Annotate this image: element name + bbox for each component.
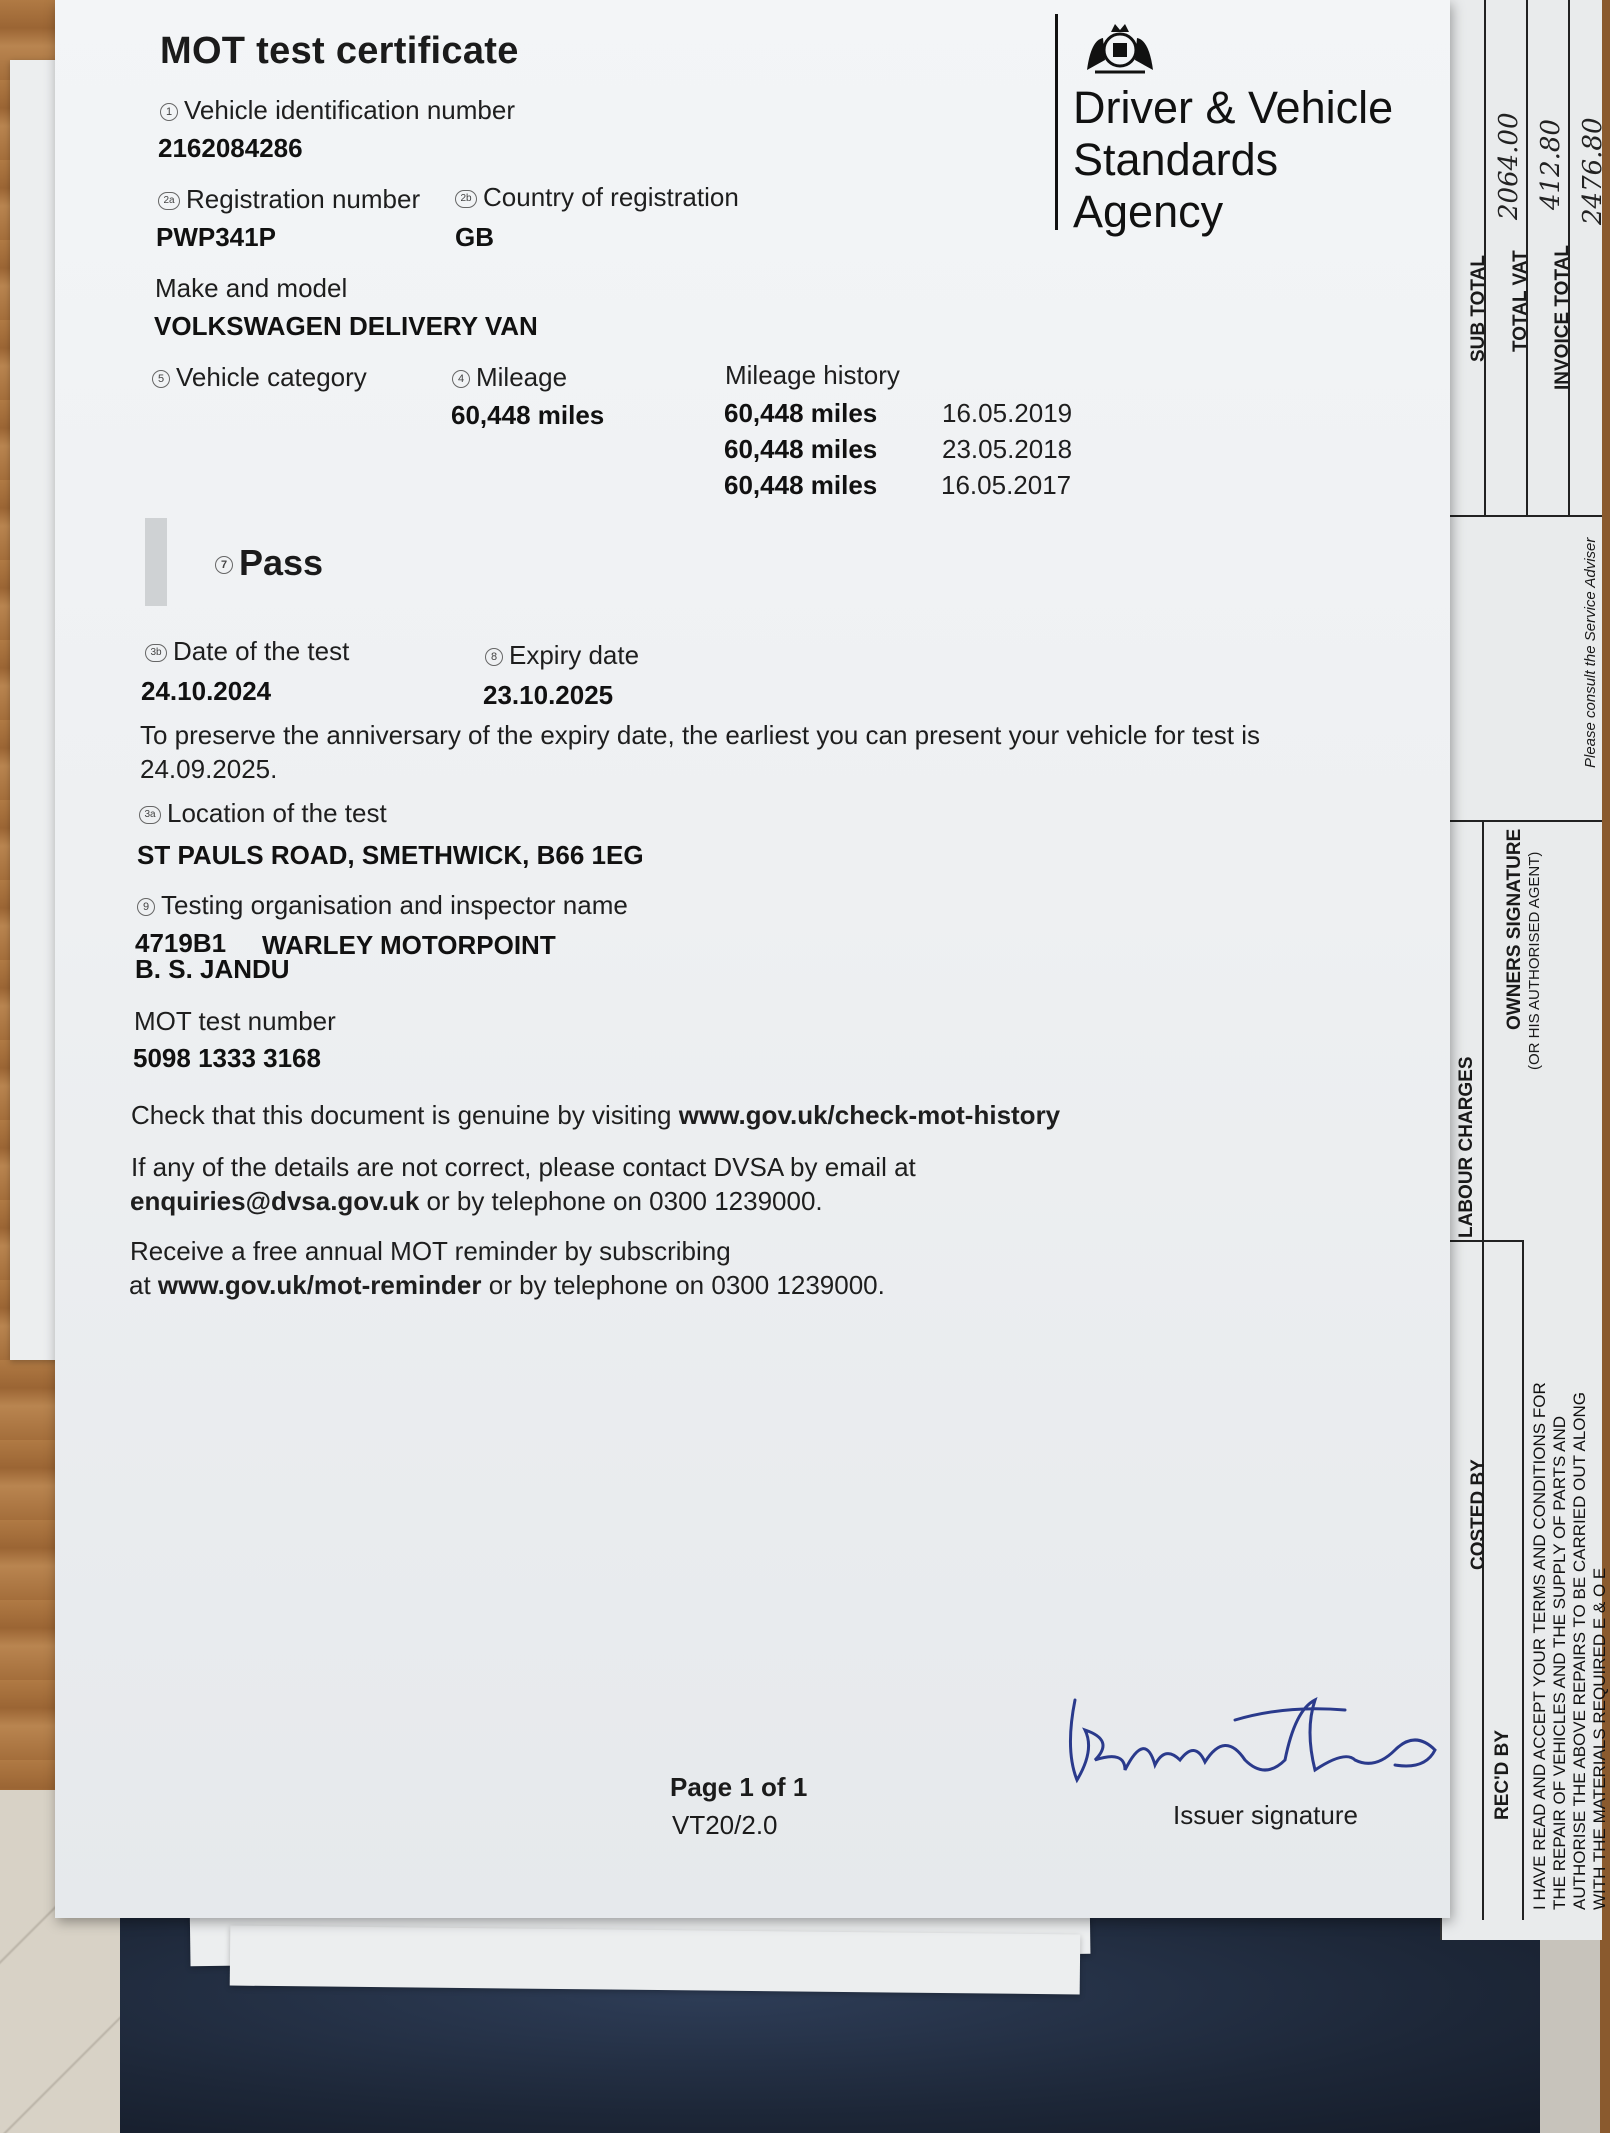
- service-adviser-note: Please consult the Service Adviser: [1582, 537, 1599, 768]
- invoice-total-value: 2476.80: [1578, 117, 1608, 225]
- location-value: ST PAULS ROAD, SMETHWICK, B66 1EG: [137, 840, 644, 870]
- field-number: 3b: [145, 644, 167, 662]
- field-number: 1: [160, 103, 178, 121]
- reminder-at: at: [129, 1270, 151, 1300]
- contact-email-link[interactable]: enquiries@dvsa.gov.uk: [130, 1186, 420, 1216]
- reminder-details: [129, 1270, 885, 1301]
- field-number: 5: [152, 370, 170, 388]
- invoice-divider: [1442, 515, 1602, 517]
- mileage-label: [452, 362, 567, 393]
- mileage-value: 60,448 miles: [451, 400, 605, 430]
- registration-label: [158, 184, 420, 215]
- result: [215, 542, 323, 584]
- country-value: GB: [455, 222, 494, 252]
- labour-charges-label: LABOUR CHARGES: [1456, 1056, 1477, 1238]
- make-model-label: Make and model: [155, 273, 348, 303]
- test-date-value: 24.10.2024: [141, 676, 272, 706]
- vehicle-category-label-text: Vehicle category: [176, 362, 367, 392]
- vin-value: 2162084286: [158, 133, 303, 163]
- royal-crest-icon: [1075, 10, 1165, 80]
- expiry-date-label: [485, 640, 639, 671]
- country-label: [455, 182, 739, 213]
- field-number: 9: [137, 898, 155, 916]
- terms-text: [1530, 1382, 1610, 1910]
- contact-text: If any of the details are not correct, please contact DVSA by email at: [131, 1152, 916, 1182]
- vin-label: [160, 95, 515, 126]
- sub-total-value: 2064.00: [1494, 112, 1524, 220]
- result-value: Pass: [239, 542, 324, 583]
- registration-label-text: Registration number: [186, 184, 421, 214]
- under-paper-bottom-2: [230, 1926, 1081, 1995]
- test-number-value: 5098 1333 3168: [133, 1043, 321, 1073]
- expiry-date-value: 23.10.2025: [483, 680, 614, 710]
- mileage-history-date: 16.05.2017: [941, 470, 1072, 500]
- mileage-history-miles: 60,448 miles: [724, 434, 878, 464]
- anniversary-note: To preserve the anniversary of the expiry date, the earliest you can present your vehicle for test is: [140, 720, 1261, 750]
- test-number-label: MOT test number: [134, 1006, 336, 1036]
- field-number: 3a: [139, 806, 161, 824]
- mot-reminder-link[interactable]: www.gov.uk/mot-reminder: [157, 1270, 482, 1300]
- vin-label-text: Vehicle identification number: [184, 95, 515, 125]
- invoice-sheet: [1440, 0, 1609, 1940]
- invoice-column-line: [1482, 820, 1484, 1920]
- terms-line: WITH THE MATERIALS REQUIRED E & O E: [1590, 1567, 1609, 1910]
- make-model-value: VOLKSWAGEN DELIVERY VAN: [154, 311, 538, 341]
- contact-phone-text: or by telephone on 0300 1239000.: [426, 1186, 823, 1216]
- mileage-history-label: Mileage history: [725, 360, 900, 390]
- owners-signature-label: OWNERS SIGNATURE: [1504, 828, 1525, 1030]
- terms-line: AUTHORISE THE ABOVE REPAIRS TO BE CARRIED OUT ALONG: [1570, 1391, 1589, 1910]
- testing-org-label: [137, 890, 628, 921]
- inspector-name: B. S. JANDU: [135, 954, 290, 984]
- check-mot-history-link[interactable]: www.gov.uk/check-mot-history: [678, 1100, 1061, 1130]
- pass-marker: [145, 518, 167, 606]
- mileage-history-date: 23.05.2018: [942, 434, 1073, 464]
- reminder-phone-text: or by telephone on 0300 1239000.: [488, 1270, 885, 1300]
- vehicle-category-label: [152, 362, 367, 393]
- testing-org-label-text: Testing organisation and inspector name: [161, 890, 628, 920]
- field-number: 2b: [455, 190, 477, 208]
- field-number: 7: [215, 556, 233, 574]
- terms-line: I HAVE READ AND ACCEPT YOUR TERMS AND CONDITIONS FOR: [1530, 1382, 1549, 1910]
- certificate-title: MOT test certificate: [160, 30, 519, 72]
- issuer-signature-label: Issuer signature: [1173, 1800, 1358, 1830]
- agency-line: Standards: [1073, 134, 1279, 185]
- testing-org-code: 4719B1: [135, 928, 227, 958]
- mot-certificate: [55, 0, 1450, 1918]
- form-code: VT20/2.0: [672, 1810, 778, 1840]
- page-number: Page 1 of 1: [670, 1772, 808, 1802]
- contact-details: [130, 1186, 823, 1217]
- location-label: [139, 798, 387, 829]
- issuer-signature-icon: [1055, 1690, 1475, 1800]
- costed-by-label: COSTED BY: [1468, 1459, 1489, 1570]
- expiry-date-label-text: Expiry date: [509, 640, 640, 670]
- mileage-history-miles: 60,448 miles: [724, 398, 878, 428]
- sub-total-label: SUB TOTAL: [1468, 255, 1489, 362]
- mileage-label-text: Mileage: [476, 362, 568, 392]
- reminder-text: Receive a free annual MOT reminder by subscribing: [130, 1236, 731, 1266]
- invoice-total-label: INVOICE TOTAL: [1552, 245, 1573, 390]
- recd-by-label: REC'D BY: [1492, 1729, 1513, 1820]
- earliest-test-date: 24.09.2025.: [140, 754, 278, 784]
- total-vat-label: TOTAL VAT: [1510, 250, 1531, 352]
- testing-org-name: WARLEY MOTORPOINT: [262, 930, 556, 960]
- invoice-divider: [1442, 820, 1602, 822]
- location-label-text: Location of the test: [167, 798, 387, 828]
- check-text: Check that this document is genuine by visiting: [131, 1100, 672, 1130]
- agency-line: Agency: [1073, 186, 1224, 237]
- terms-line: THE REPAIR OF VEHICLES AND THE SUPPLY OF PARTS AND: [1550, 1415, 1569, 1910]
- mileage-history-date: 16.05.2019: [942, 398, 1073, 428]
- authorised-agent-label: (OR HIS AUTHORISED AGENT): [1526, 851, 1543, 1070]
- field-number: 2a: [158, 192, 180, 210]
- invoice-divider: [1442, 1240, 1522, 1242]
- check-genuine-text: [131, 1100, 1060, 1131]
- test-date-label-text: Date of the test: [173, 636, 350, 666]
- field-number: 8: [485, 648, 503, 666]
- country-label-text: Country of registration: [483, 182, 739, 212]
- mileage-history-miles: 60,448 miles: [724, 470, 878, 500]
- agency-rule: [1055, 14, 1058, 230]
- total-vat-value: 412.80: [1536, 119, 1566, 210]
- field-number: 4: [452, 370, 470, 388]
- invoice-column-line: [1522, 1240, 1524, 1920]
- agency-name: [1073, 82, 1393, 238]
- agency-line: Driver & Vehicle: [1073, 82, 1394, 133]
- registration-value: PWP341P: [156, 222, 276, 252]
- test-date-label: [145, 636, 349, 667]
